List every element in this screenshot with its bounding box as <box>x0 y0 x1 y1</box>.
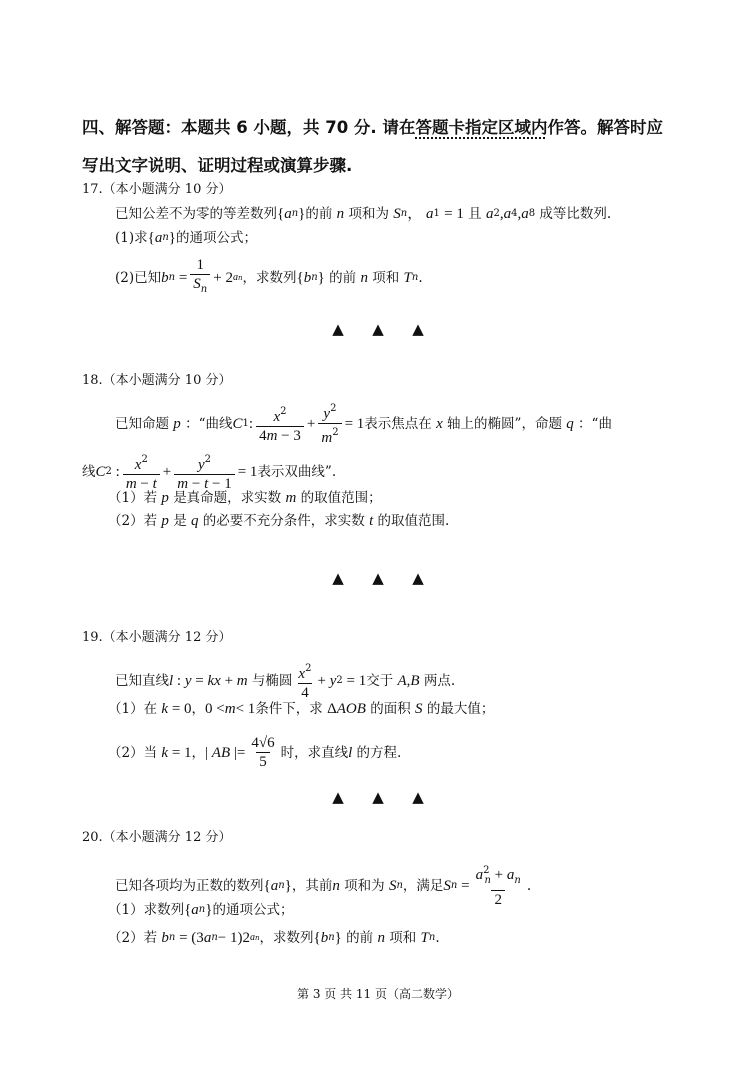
q20-title: 20.（本小题满分 12 分） <box>82 830 232 845</box>
q19-part1: （1）在 k = 0 ， 0 < m < 1 条件下，求 Δ AOB 的面积 S 的最大值； <box>108 701 495 717</box>
q19-part2: （2）当 k = 1 ， | AB |= $\frac{4√6}{5}$ 时，求直线 l 的方程. <box>108 735 402 770</box>
q19-stem: 已知直线 l : y = kx + m 与椭圆 $\frac{x^2}{4}$ + y 2 = 1 交于 A , B 两点. <box>115 660 455 702</box>
fraction: $\frac{y^2}{m - t - 1}$ <box>174 451 234 493</box>
q17-title: 17.（本小题满分 10 分） <box>82 182 232 197</box>
q18-stem: 已知命题 p ：“曲线 C 1 : $\frac{x^2}{4m - 3}$ + $\frac{y^2}{m^2}$ = 1 表示焦点在 x 轴上的椭圆”，命题 q ：“曲 <box>115 400 612 447</box>
fraction: $\frac{y^2}{m^2}$ <box>318 400 341 447</box>
q20-part2: （2）若 b n = (3 a n − 1)2 an ，求数列 { b n } 的前 n 项和 T n . <box>108 930 440 946</box>
end-marks-q19 <box>68 788 688 806</box>
q17-part1: (1)求 { a n } 的通项公式； <box>115 230 257 246</box>
q18-part1: （1）若 p 是真命题，求实数 m 的取值范围； <box>108 490 382 506</box>
triangle-icon: ▲ <box>332 320 344 338</box>
q20-stem: 已知各项均为正数的数列 { a n } ，其前 n 项和为 S n ，满足 S n = $\frac{a^2_n + a_n}{2}$ . <box>115 862 531 909</box>
fraction: $\frac{1}{S_n}$ <box>190 256 210 299</box>
q17-part2: (2)已知 b n = $\frac{1}{S_n}$ + 2 an ，求数列 { b n } 的前 n 项和 T n . <box>115 256 423 299</box>
triangle-icon: ▲ <box>332 569 344 587</box>
section-heading-line1: 四、解答题：本题共 6 小题，共 70 分. 请在答题卡指定区域内作答。解答时应 <box>82 118 663 137</box>
end-marks-q18 <box>68 569 688 587</box>
fraction: $\frac{x^2}{4m - 3}$ <box>256 403 304 445</box>
end-marks-q17 <box>68 320 688 338</box>
triangle-icon: ▲ <box>372 569 384 587</box>
q18-title: 18.（本小题满分 10 分） <box>82 373 232 388</box>
page-footer: 第 3 页 共 11 页（高二数学） <box>297 987 459 1001</box>
triangle-icon: ▲ <box>412 320 424 338</box>
q17-stem: 已知公差不为零的等差数列 { a n } 的前 n 项和为 S n ， a 1 = 1 且 a 2 , a 4 , a 8 成等比数列. <box>115 206 612 222</box>
q18-part2: （2）若 p 是 q 的必要不充分条件，求实数 t 的取值范围. <box>108 513 450 529</box>
section-heading-line2: 写出文字说明、证明过程或演算步骤. <box>82 156 353 175</box>
fraction: $\frac{4√6}{5}$ <box>251 735 275 770</box>
triangle-icon: ▲ <box>332 788 344 806</box>
fraction: $\frac{x^2}{4}$ <box>298 663 312 701</box>
fraction: $\frac{x^2}{m - t}$ <box>123 451 160 493</box>
q18-stem-line2: 线 C 2 : $\frac{x^2}{m - t}$ + $\frac{y^2}{m - t - 1}$ = 1 表示双曲线”. <box>82 451 336 493</box>
q19-title: 19.（本小题满分 12 分） <box>82 630 232 645</box>
triangle-icon: ▲ <box>372 320 384 338</box>
triangle-icon: ▲ <box>412 569 424 587</box>
triangle-icon: ▲ <box>372 788 384 806</box>
q20-part1: （1）求数列 { a n } 的通项公式； <box>108 902 294 918</box>
triangle-icon: ▲ <box>412 788 424 806</box>
fraction: $\frac{a^2_n + a_n}{2}$ <box>475 865 521 908</box>
dotted-emphasis: 答题卡指定区域内 <box>415 118 548 137</box>
